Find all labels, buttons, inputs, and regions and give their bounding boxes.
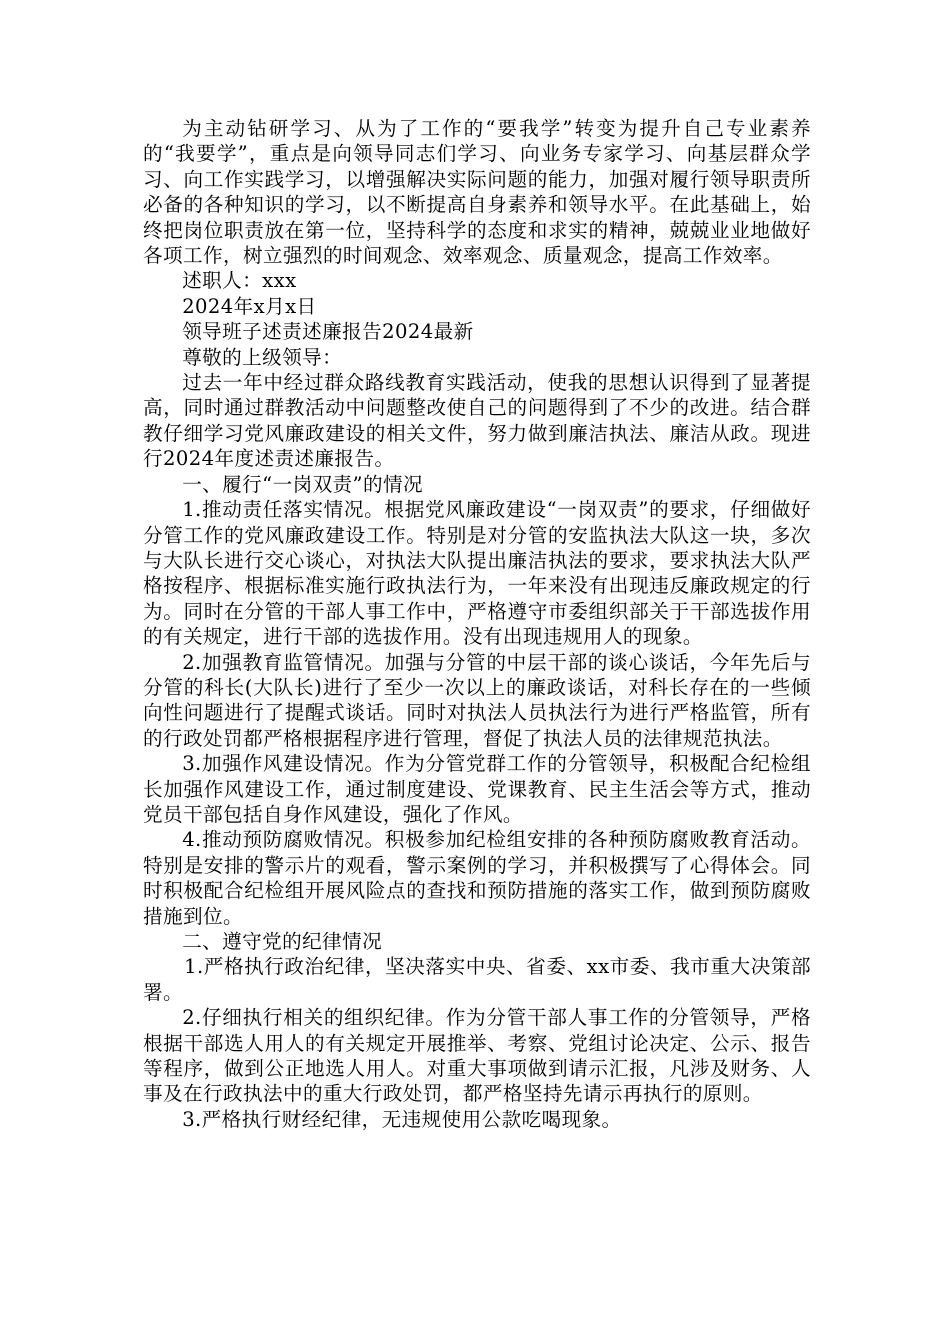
salutation: 尊敬的上级领导： (182, 345, 343, 369)
paragraph-date: 2024年x月x日 (182, 294, 317, 318)
report-title: 领导班子述责述廉报告2024最新 (182, 320, 474, 344)
paragraph-reporter: 述职人：xxx (182, 269, 297, 293)
paragraph-item-1-3: 3.加强作风建设情况。作为分管党群工作的分管领导，积极配合纪检组长加强作风建设工作，通过制度建设、党课教育、民主生活会等方式，推动党员干部包括自身作风建设，强化了作风。 (143, 752, 811, 826)
paragraph-item-1-1: 1.推动责任落实情况。根据党风廉政建设“一岗双责”的要求，仔细做好分管工作的党风廉政建设工作。特别是对分管的安监执法大队这一块，多次与大队长进行交心谈心，对执法大队提出廉洁执法的要求，要求执法大队严格按程序、根据标准实施行政执法行为，一年来没有出现违反廉政规定的行为。同时在分管的干部人事工作中，严格遵守市委组织部关于干部选拔作用的有关规定，进行干部的选拔作用。没有出现违规用人的现象。 (143, 498, 811, 649)
paragraph-item-1-4: 4.推动预防腐败情况。积极参加纪检组安排的各种预防腐败教育活动。特别是安排的警示片的观看，警示案例的学习，并积极撰写了心得体会。同时积极配合纪检组开展风险点的查找和预防措施的落实工作，做到预防腐败措施到位。 (143, 828, 811, 928)
paragraph-item-2-1: 1.严格执行政治纪律，坚决落实中央、省委、xx市委、我市重大决策部署。 (143, 955, 811, 1004)
section-heading-1: 一、履行“一岗双责”的情况 (182, 472, 423, 496)
paragraph-item-2-2: 2.仔细执行相关的组织纪律。作为分管干部人事工作的分管领导，严格根据干部选人用人的有关规定开展推举、考察、党组讨论决定、公示、报告等程序，做到公正地选人用人。对重大事项做到请示汇报，凡涉及财务、人事及在行政执法中的重大行政处罚，都严格坚持先请示再执行的原则。 (143, 1006, 811, 1106)
paragraph-intro: 过去一年中经过群众路线教育实践活动，使我的思想认识得到了显著提高，同时通过群教活动中问题整改使自己的问题得到了不少的改进。结合群教仔细学习党风廉政建设的相关文件，努力做到廉洁执法、廉洁从政。现进行2024年度述责述廉报告。 (143, 371, 811, 471)
document-page (143, 116, 811, 1132)
paragraph-item-2-3: 3.严格执行财经纪律，无违规使用公款吃喝现象。 (182, 1107, 622, 1131)
section-heading-2: 二、遵守党的纪律情况 (182, 930, 383, 953)
paragraph-item-1-2: 2.加强教育监管情况。加强与分管的中层干部的谈心谈话，今年先后与分管的科长(大队长)进行了至少一次以上的廉政谈话，对科长存在的一些倾向性问题进行了提醒式谈话。同时对执法人员执法行为进行严格监管，所有的行政处罚都严格根据程序进行管理，督促了执法人员的法律规范执法。 (143, 650, 811, 750)
paragraph-study: 为主动钻研学习、从为了工作的“要我学”转变为提升自己专业素养的“我要学”，重点是向领导同志们学习、向业务专家学习、向基层群众学习、向工作实践学习，以增强解决实际问题的能力，加强对履行领导职责所必备的各种知识的学习，以不断提高自身素养和领导水平。在此基础上，始终把岗位职责放在第一位，坚持科学的态度和求实的精神，兢兢业业地做好各项工作，树立强烈的时间观念、效率观念、质量观念，提高工作效率。 (143, 117, 811, 268)
